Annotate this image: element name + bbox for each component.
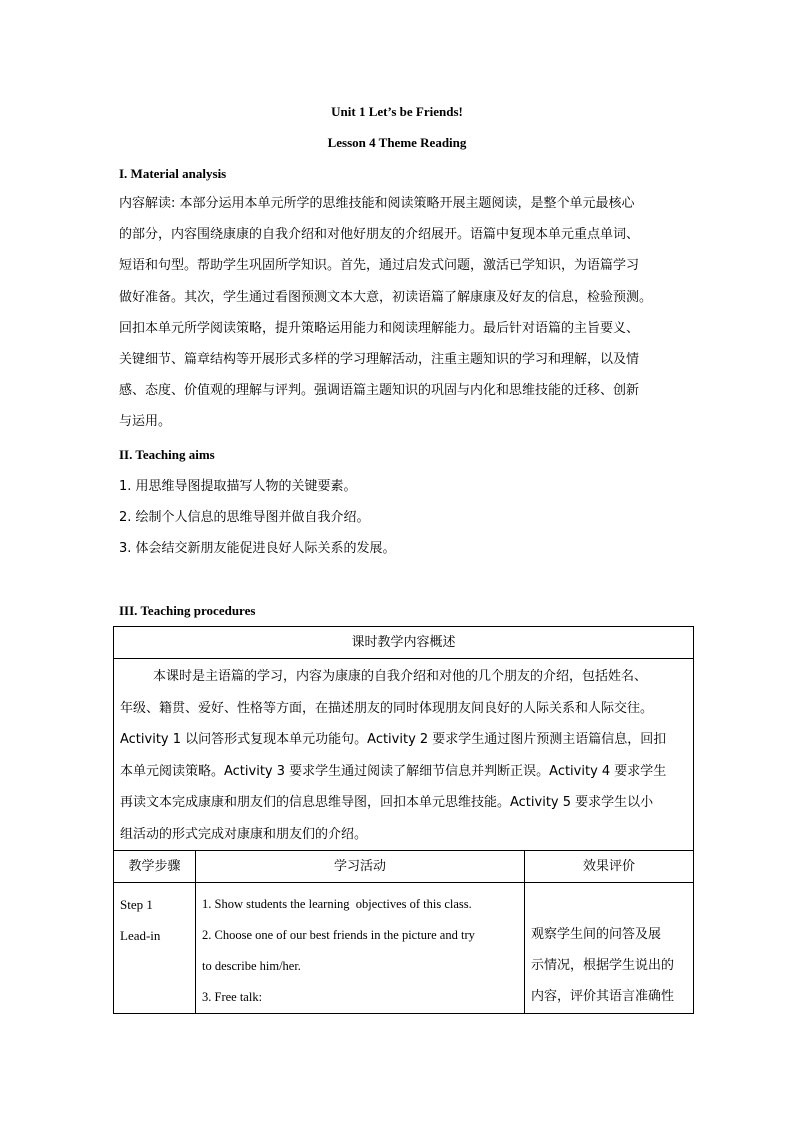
material-analysis-heading: I. Material analysis bbox=[119, 166, 227, 181]
evaluation-line: 示情况，根据学生说出的 bbox=[531, 958, 675, 973]
teaching-procedures-heading: III. Teaching procedures bbox=[119, 603, 256, 618]
paragraph-line: 短语和句型。帮助学生巩固所学知识。首先，通过启发式问题，激活已学知识，为语篇学习 bbox=[119, 258, 640, 274]
step-line: Step 1 bbox=[120, 897, 153, 912]
column-header-evaluation: 效果评价 bbox=[525, 851, 694, 883]
paragraph-line: 关键细节、篇章结构等开展形式多样的学习理解活动，注重主题知识的学习和理解，以及情 bbox=[119, 351, 640, 367]
activity-line: 2. Choose one of our best friends in the picture and try bbox=[202, 928, 475, 942]
material-analysis-paragraph bbox=[119, 188, 677, 438]
activity-line: 3. Free talk: bbox=[202, 990, 263, 1004]
evaluation-cell bbox=[525, 883, 694, 1014]
step-line: Lead-in bbox=[120, 928, 161, 943]
paragraph-line: 感、态度、价值观的理解与评判。强调语篇主题知识的巩固与内化和思维技能的迁移、创新 bbox=[119, 383, 640, 399]
column-header-step: 教学步骤 bbox=[114, 851, 196, 883]
paragraph-line: 回扣本单元所学阅读策略，提升策略运用能力和阅读理解能力。最后针对语篇的主旨要义、 bbox=[119, 320, 640, 336]
overview-line: 本单元阅读策略。Activity 3 要求学生通过阅读了解细节信息并判断正误。Activity 4 要求学生 bbox=[120, 763, 667, 779]
overview-line: 组活动的形式完成对康康和朋友们的介绍。 bbox=[120, 826, 368, 842]
paragraph-line: 的部分，内容围绕康康的自我介绍和对他好朋友的介绍展开。语篇中复现本单元重点单词、 bbox=[119, 227, 640, 243]
evaluation-line: 内容，评价其语言准确性 bbox=[531, 989, 675, 1004]
overview-line: 再读文本完成康康和朋友们的信息思维导图，回扣本单元思维技能。Activity 5 要求学生以小 bbox=[120, 795, 654, 810]
overview-line: Activity 1 以问答形式复现本单元功能句。Activity 2 要求学生通过图片预测主语篇信息，回扣 bbox=[120, 732, 667, 747]
overview-line: 本课时是主语篇的学习，内容为康康的自我介绍和对他的几个朋友的介绍，包括姓名、 bbox=[120, 669, 648, 684]
paragraph-line: 内容解读: 本部分运用本单元所学的思维技能和阅读策略开展主题阅读，是整个单元最核心 bbox=[119, 196, 635, 211]
teaching-aims-heading: II. Teaching aims bbox=[119, 447, 215, 462]
teaching-aim-item: 1. 用思维导图提取描写人物的关键要素。 bbox=[119, 479, 357, 494]
overview-line: 年级、籍贯、爱好、性格等方面，在描述朋友的同时体现朋友间良好的人际关系和人际交往。 bbox=[120, 700, 654, 716]
overview-header-cell: 课时教学内容概述 bbox=[114, 627, 694, 659]
unit-title: Unit 1 Let’s be Friends! bbox=[331, 104, 463, 119]
activity-line: to describe him/her. bbox=[202, 959, 301, 973]
paragraph-line: 与运用。 bbox=[119, 414, 172, 430]
overview-body-cell bbox=[114, 659, 694, 851]
evaluation-line: 观察学生间的问答及展 bbox=[531, 927, 662, 942]
teaching-aim-item: 3. 体会结交新朋友能促进良好人际关系的发展。 bbox=[119, 541, 396, 556]
step-cell bbox=[114, 883, 196, 1014]
teaching-aim-item: 2. 绘制个人信息的思维导图并做自我介绍。 bbox=[119, 510, 370, 525]
paragraph-line: 做好准备。其次，学生通过看图预测文本大意，初读语篇了解康康及好友的信息，检验预测。 bbox=[119, 289, 653, 305]
activity-cell bbox=[196, 883, 525, 1014]
column-header-activity: 学习活动 bbox=[196, 851, 525, 883]
teaching-procedures-table bbox=[113, 626, 694, 1014]
lesson-title: Lesson 4 Theme Reading bbox=[327, 135, 467, 150]
activity-line: 1. Show students the learning objectives of this class. bbox=[202, 897, 472, 911]
